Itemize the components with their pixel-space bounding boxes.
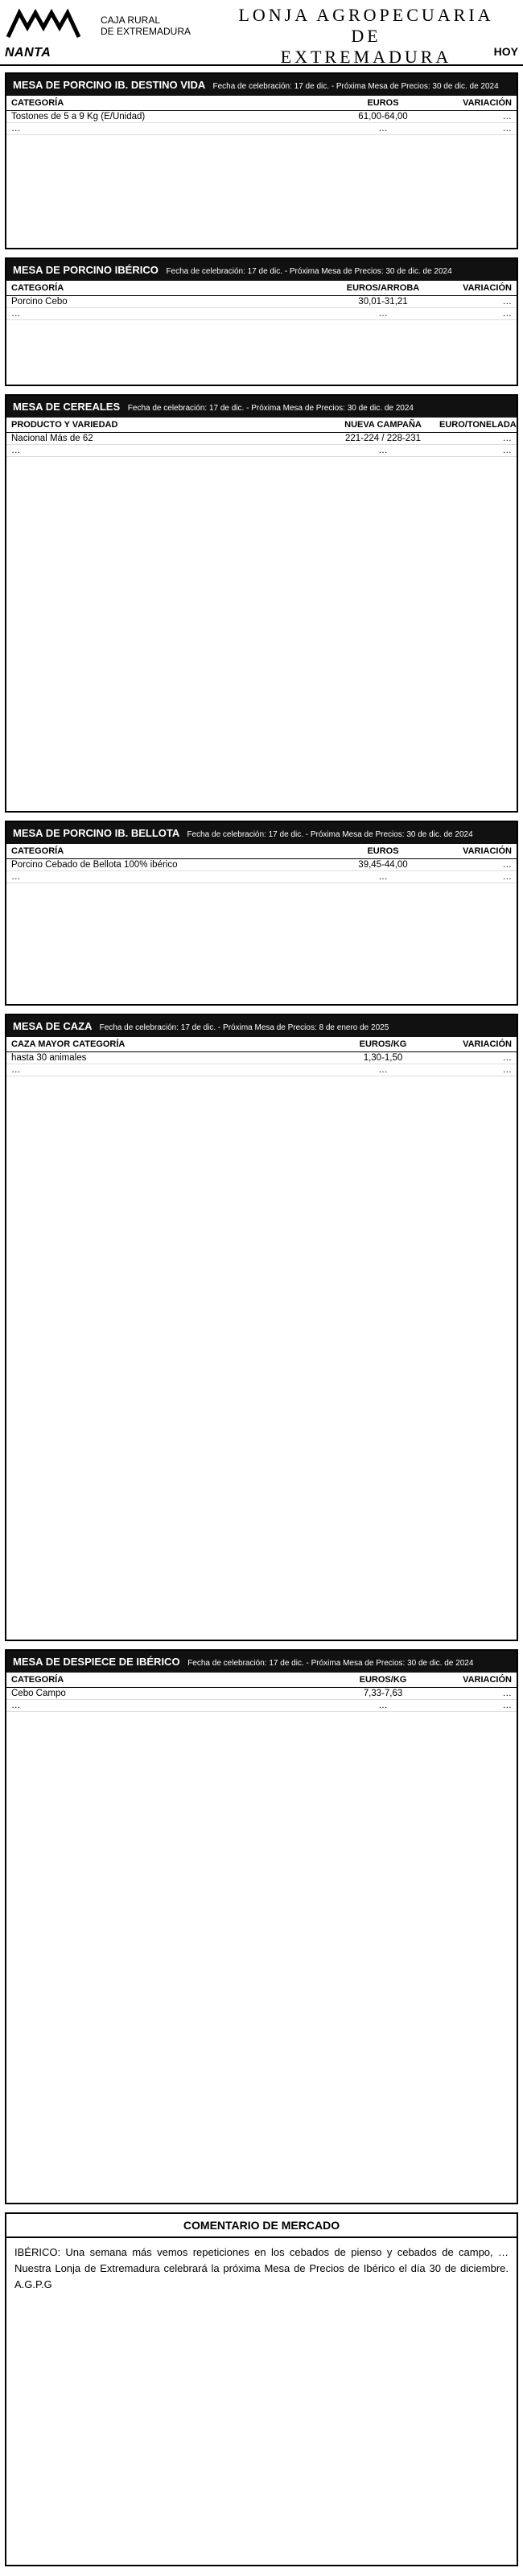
rows xyxy=(6,1052,517,1076)
caja-rural-logo xyxy=(101,14,221,37)
edition-label: HOY xyxy=(493,45,518,58)
row-variation: … xyxy=(502,446,512,455)
col-product: PRODUCTO Y VARIEDAD xyxy=(11,420,118,430)
row-price: … xyxy=(378,309,388,319)
row-label: Nacional Más de 62 xyxy=(11,434,93,443)
table-row xyxy=(6,1052,517,1064)
section-meta: Fecha de celebración: 17 de dic. - Próxima Mesa de Precios: 30 de dic. de 2024 xyxy=(187,1659,474,1668)
section-header xyxy=(6,1015,517,1037)
col-campaign: NUEVA CAMPAÑA xyxy=(344,420,422,430)
masthead xyxy=(0,0,523,66)
table-row xyxy=(6,871,517,883)
section-title: MESA DE PORCINO IB. BELLOTA xyxy=(13,827,179,839)
section-meta: Fecha de celebración: 17 de dic. - Próxima Mesa de Precios: 30 de dic. de 2024 xyxy=(166,267,452,276)
col-variation: VARIACIÓN xyxy=(463,1675,512,1685)
nanta-logo xyxy=(5,8,93,60)
row-variation: … xyxy=(502,124,512,134)
column-headers xyxy=(6,1037,517,1052)
row-price: 7,33-7,63 xyxy=(363,1689,403,1698)
section-meta: Fecha de celebración: 17 de dic. - Próxima Mesa de Precios: 30 de dic. de 2024 xyxy=(127,404,414,413)
section-cereales xyxy=(5,394,518,813)
col-category: CAZA MAYOR CATEGORÍA xyxy=(11,1039,126,1049)
table-row xyxy=(6,445,517,457)
col-variation: VARIACIÓN xyxy=(463,1039,512,1049)
section-porcino-destino-vida xyxy=(5,72,518,249)
nanta-logo-icon xyxy=(5,8,85,42)
col-category: CATEGORÍA xyxy=(11,98,64,108)
row-label: hasta 30 animales xyxy=(11,1053,87,1063)
col-category: CATEGORÍA xyxy=(11,846,64,856)
column-headers xyxy=(6,1673,517,1688)
rows xyxy=(6,859,517,883)
rows xyxy=(6,1688,517,1712)
comment-title: COMENTARIO DE MERCADO xyxy=(6,2214,517,2238)
row-label: … xyxy=(11,124,21,134)
section-meta: Fecha de celebración: 17 de dic. - Próxima Mesa de Precios: 30 de dic. de 2024 xyxy=(212,82,499,91)
column-headers xyxy=(6,281,517,296)
col-price: EUROS/KG xyxy=(359,1675,407,1685)
row-label: … xyxy=(11,1065,21,1075)
row-price: … xyxy=(378,1065,388,1075)
table-row xyxy=(6,308,517,320)
row-label: Porcino Cebo xyxy=(11,297,68,307)
title-line-1: LONJA AGROPECUARIA DE xyxy=(238,5,494,46)
section-meta: Fecha de celebración: 17 de dic. - Próxima Mesa de Precios: 8 de enero de 2025 xyxy=(99,1023,389,1032)
brand-name: NANTA xyxy=(5,46,51,60)
row-price: 61,00-64,00 xyxy=(358,112,408,121)
row-price: 221-224 / 228-231 xyxy=(345,434,421,443)
row-label: Tostones de 5 a 9 Kg (E/Unidad) xyxy=(11,112,146,121)
table-row xyxy=(6,433,517,445)
row-variation: … xyxy=(502,872,512,882)
row-price: … xyxy=(378,446,388,455)
section-caza xyxy=(5,1014,518,1641)
section-title: MESA DE DESPIECE DE IBÉRICO xyxy=(13,1656,180,1668)
col-price: EUROS/ARROBA xyxy=(346,283,420,293)
row-variation: … xyxy=(502,1065,512,1075)
rows xyxy=(6,296,517,320)
page-title xyxy=(221,5,511,68)
row-variation: … xyxy=(502,297,512,307)
col-category: CATEGORÍA xyxy=(11,283,64,293)
section-title: MESA DE PORCINO IB. DESTINO VIDA xyxy=(13,79,205,91)
table-row xyxy=(6,1688,517,1700)
row-price: 1,30-1,50 xyxy=(363,1053,403,1063)
row-variation: … xyxy=(502,1053,512,1063)
table-row xyxy=(6,123,517,135)
column-headers xyxy=(6,844,517,859)
row-variation: … xyxy=(502,860,512,870)
row-variation: … xyxy=(502,309,512,319)
row-price: 39,45-44,00 xyxy=(358,860,408,870)
col-category: CATEGORÍA xyxy=(11,1675,64,1685)
row-variation: … xyxy=(502,112,512,121)
row-label: Cebo Campo xyxy=(11,1689,66,1698)
row-label: … xyxy=(11,446,21,455)
section-header xyxy=(6,1651,517,1673)
section-meta: Fecha de celebración: 17 de dic. - Próxima Mesa de Precios: 30 de dic. de 2024 xyxy=(187,830,473,839)
partner-line-2: DE EXTREMADURA xyxy=(101,26,191,37)
col-unit: EURO/TONELADA xyxy=(439,420,517,430)
col-variation: VARIACIÓN xyxy=(463,98,512,108)
row-price: 30,01-31,21 xyxy=(358,297,408,307)
table-row xyxy=(6,1064,517,1076)
partner-line-1: CAJA RURAL xyxy=(101,14,161,26)
title-line-2: EXTREMADURA xyxy=(280,47,452,67)
section-header xyxy=(6,396,517,418)
row-label: … xyxy=(11,309,21,319)
section-porcino-bellota xyxy=(5,821,518,1006)
row-label: … xyxy=(11,1701,21,1710)
row-price: … xyxy=(378,1701,388,1710)
row-price: … xyxy=(378,124,388,134)
col-variation: VARIACIÓN xyxy=(463,283,512,293)
comment-text: IBÉRICO: Una semana más vemos repeticiones en los cebados de pienso y cebados de campo, … Nuestra Lonja de Extremadura celebrará la próxima Mesa de Precios de Ibérico el día 30 de diciembre. A.G.P.G xyxy=(14,2246,509,2290)
table-row xyxy=(6,296,517,308)
row-variation: … xyxy=(502,434,512,443)
rows xyxy=(6,111,517,135)
section-header xyxy=(6,74,517,96)
rows xyxy=(6,433,517,457)
col-variation: VARIACIÓN xyxy=(463,846,512,856)
column-headers xyxy=(6,96,517,111)
section-header xyxy=(6,822,517,844)
col-price: EUROS/KG xyxy=(359,1039,407,1049)
col-price: EUROS xyxy=(367,98,399,108)
table-row xyxy=(6,859,517,871)
section-title: MESA DE PORCINO IBÉRICO xyxy=(13,264,159,276)
section-header xyxy=(6,259,517,281)
section-porcino-iberico xyxy=(5,257,518,386)
column-headers xyxy=(6,418,517,433)
row-variation: … xyxy=(502,1701,512,1710)
row-variation: … xyxy=(502,1689,512,1698)
col-price: EUROS xyxy=(367,846,399,856)
table-row xyxy=(6,111,517,123)
section-title: MESA DE CAZA xyxy=(13,1020,92,1032)
table-row xyxy=(6,1700,517,1712)
row-price: … xyxy=(378,872,388,882)
row-label: Porcino Cebado de Bellota 100% ibérico xyxy=(11,860,178,870)
market-comment xyxy=(5,2212,518,2566)
row-label: … xyxy=(11,872,21,882)
section-despiece-iberico xyxy=(5,1649,518,2204)
section-title: MESA DE CEREALES xyxy=(13,401,121,413)
